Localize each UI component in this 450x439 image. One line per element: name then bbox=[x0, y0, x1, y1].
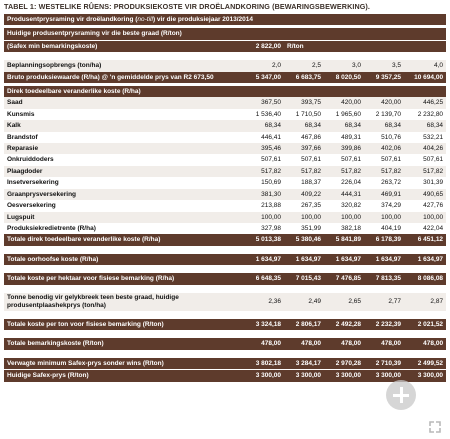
expected-row-value: 2 710,39 bbox=[364, 358, 404, 370]
total-ha-row-value: 7 476,85 bbox=[324, 273, 364, 284]
title-italic-text: no-till bbox=[137, 16, 153, 23]
direct-cost-row bbox=[4, 166, 446, 177]
direct-cost-value: 420,00 bbox=[364, 97, 404, 108]
direct-cost-value: 68,34 bbox=[364, 120, 404, 131]
direct-cost-label: Produksiekredietrente (R/ha) bbox=[4, 223, 244, 234]
total-direct-row-value: 5 013,38 bbox=[244, 234, 284, 245]
total-direct-row bbox=[4, 234, 446, 245]
tonnage-row-value: 2,49 bbox=[284, 293, 324, 311]
direct-cost-value: 327,98 bbox=[244, 223, 284, 234]
total-ton-row-value: 2 492,28 bbox=[324, 319, 364, 330]
total-ha-row bbox=[4, 273, 446, 284]
total-ha-row-label: Totale koste per hektaar voor fisiese bemarking (R/ha) bbox=[4, 273, 244, 284]
price-label-1: Huidige produsentprysraming vir die beste graad (R/ton) bbox=[4, 28, 446, 40]
direct-cost-value: 320,82 bbox=[324, 200, 364, 211]
spacer-cell bbox=[4, 285, 446, 293]
gross-row bbox=[4, 72, 446, 83]
overhead-row-label: Totale oorhoofse koste (R/ha) bbox=[4, 254, 244, 265]
direct-cost-value: 100,00 bbox=[364, 212, 404, 223]
direct-cost-value: 1 965,60 bbox=[324, 109, 364, 120]
spacer-cell bbox=[4, 246, 446, 254]
empty-cell bbox=[364, 40, 404, 52]
direct-cost-value: 402,06 bbox=[364, 143, 404, 154]
direct-cost-value: 399,86 bbox=[324, 143, 364, 154]
direct-cost-value: 68,34 bbox=[284, 120, 324, 131]
direct-cost-row bbox=[4, 200, 446, 211]
tonnage-row-value: 2,65 bbox=[324, 293, 364, 311]
direct-cost-label: Brandstof bbox=[4, 132, 244, 143]
direct-cost-value: 507,61 bbox=[244, 154, 284, 165]
marketing-row-value: 478,00 bbox=[364, 338, 404, 349]
total-ha-row-value: 7 813,35 bbox=[364, 273, 404, 284]
direct-cost-value: 100,00 bbox=[404, 212, 446, 223]
yield-row-value: 3,5 bbox=[364, 60, 404, 71]
expected-row-value: 2 499,52 bbox=[404, 358, 446, 370]
direct-cost-value: 382,18 bbox=[324, 223, 364, 234]
overhead-row bbox=[4, 254, 446, 265]
total-direct-row-value: 6 451,12 bbox=[404, 234, 446, 245]
direct-cost-value: 404,26 bbox=[404, 143, 446, 154]
row-spacer bbox=[4, 330, 446, 338]
total-ha-row-value: 8 086,08 bbox=[404, 273, 446, 284]
direct-cost-value: 381,30 bbox=[244, 189, 284, 200]
direct-cost-row bbox=[4, 97, 446, 108]
price-unit: R/ton bbox=[284, 40, 324, 52]
direct-cost-value: 507,61 bbox=[404, 154, 446, 165]
row-spacer bbox=[4, 265, 446, 273]
expected-row-label: Verwagte minimum Safex-prys sonder wins (R/ton) bbox=[4, 358, 244, 370]
price-label-2: (Safex min bemarkingskoste) bbox=[4, 40, 244, 52]
direct-cost-value: 469,91 bbox=[364, 189, 404, 200]
direct-cost-value: 188,37 bbox=[284, 177, 324, 188]
direct-cost-label: Lugspuit bbox=[4, 212, 244, 223]
marketing-row-value: 478,00 bbox=[244, 338, 284, 349]
direct-cost-value: 404,19 bbox=[364, 223, 404, 234]
total-ton-row-value: 2 806,17 bbox=[284, 319, 324, 330]
expected-row-value: 2 970,28 bbox=[324, 358, 364, 370]
safex-row-label: Huidige Safex-prys (R/ton) bbox=[4, 370, 244, 382]
direct-cost-value: 517,82 bbox=[404, 166, 446, 177]
price-row-2 bbox=[4, 40, 446, 52]
direct-cost-value: 1 710,50 bbox=[284, 109, 324, 120]
yield-row-value: 2,0 bbox=[244, 60, 284, 71]
marketing-row-value: 478,00 bbox=[404, 338, 446, 349]
direct-cost-value: 374,29 bbox=[364, 200, 404, 211]
row-spacer bbox=[4, 52, 446, 60]
gross-row-value: 6 683,75 bbox=[284, 72, 324, 83]
total-ton-row-label: Totale koste per ton voor fisiese bemarking (R/ton) bbox=[4, 319, 244, 330]
direct-header-row bbox=[4, 86, 446, 97]
spacer-cell bbox=[4, 350, 446, 358]
direct-cost-value: 100,00 bbox=[244, 212, 284, 223]
direct-cost-value: 150,69 bbox=[244, 177, 284, 188]
total-direct-row-value: 5 380,46 bbox=[284, 234, 324, 245]
direct-cost-label: Graanprysversekering bbox=[4, 189, 244, 200]
direct-cost-value: 420,00 bbox=[324, 97, 364, 108]
direct-cost-row bbox=[4, 177, 446, 188]
direct-cost-label: Reparasie bbox=[4, 143, 244, 154]
overhead-row-value: 1 634,97 bbox=[404, 254, 446, 265]
direct-cost-row bbox=[4, 143, 446, 154]
yield-row bbox=[4, 60, 446, 71]
direct-cost-value: 100,00 bbox=[284, 212, 324, 223]
direct-cost-value: 489,31 bbox=[324, 132, 364, 143]
direct-cost-value: 1 536,40 bbox=[244, 109, 284, 120]
yield-row-value: 2,5 bbox=[284, 60, 324, 71]
direct-cost-value: 507,61 bbox=[324, 154, 364, 165]
direct-cost-value: 422,04 bbox=[404, 223, 446, 234]
table-title-row bbox=[4, 14, 446, 25]
gross-row-label: Bruto produksiewaarde (R/ha) @ 'n gemiddelde prys van R2 673,50 bbox=[4, 72, 244, 83]
direct-cost-value: 226,04 bbox=[324, 177, 364, 188]
direct-cost-value: 2 232,80 bbox=[404, 109, 446, 120]
total-ton-row bbox=[4, 319, 446, 330]
direct-cost-value: 395,46 bbox=[244, 143, 284, 154]
marketing-row-label: Totale bemarkingskoste (R/ton) bbox=[4, 338, 244, 349]
direct-cost-row bbox=[4, 120, 446, 131]
row-spacer bbox=[4, 246, 446, 254]
safex-row-value: 3 300,00 bbox=[244, 370, 284, 382]
safex-row-value: 3 300,00 bbox=[324, 370, 364, 382]
direct-cost-value: 446,25 bbox=[404, 97, 446, 108]
direct-cost-label: Plaagdoder bbox=[4, 166, 244, 177]
direct-cost-value: 409,22 bbox=[284, 189, 324, 200]
total-direct-row-value: 5 841,89 bbox=[324, 234, 364, 245]
empty-cell bbox=[404, 40, 446, 52]
yield-row-label: Beplanningsopbrengs (ton/ha) bbox=[4, 60, 244, 71]
direct-cost-row bbox=[4, 189, 446, 200]
direct-cost-label: Onkruiddoders bbox=[4, 154, 244, 165]
safex-row-value: 3 300,00 bbox=[364, 370, 404, 382]
total-direct-row-value: 6 178,39 bbox=[364, 234, 404, 245]
safex-row bbox=[4, 370, 446, 382]
direct-cost-value: 213,88 bbox=[244, 200, 284, 211]
total-direct-row-label: Totale direk toedeelbare veranderlike koste (R/ha) bbox=[4, 234, 244, 245]
direct-cost-value: 517,82 bbox=[364, 166, 404, 177]
expand-icon[interactable] bbox=[428, 420, 442, 434]
direct-cost-label: Kunsmis bbox=[4, 109, 244, 120]
direct-cost-value: 532,21 bbox=[404, 132, 446, 143]
direct-cost-value: 490,65 bbox=[404, 189, 446, 200]
direct-cost-value: 68,34 bbox=[244, 120, 284, 131]
marketing-row-value: 478,00 bbox=[324, 338, 364, 349]
direct-cost-row bbox=[4, 109, 446, 120]
production-cost-table bbox=[4, 14, 446, 382]
direct-cost-label: Saad bbox=[4, 97, 244, 108]
row-spacer bbox=[4, 285, 446, 293]
gross-row-value: 10 694,00 bbox=[404, 72, 446, 83]
price-value: 2 822,00 bbox=[244, 40, 284, 52]
price-row-1 bbox=[4, 28, 446, 40]
direct-cost-value: 510,76 bbox=[364, 132, 404, 143]
direct-cost-label: Kalk bbox=[4, 120, 244, 131]
total-ton-row-value: 3 324,18 bbox=[244, 319, 284, 330]
empty-cell bbox=[324, 40, 364, 52]
direct-cost-value: 351,99 bbox=[284, 223, 324, 234]
direct-cost-label: Oesversekering bbox=[4, 200, 244, 211]
marketing-row-value: 478,00 bbox=[284, 338, 324, 349]
direct-cost-value: 517,82 bbox=[284, 166, 324, 177]
yield-row-value: 4,0 bbox=[404, 60, 446, 71]
direct-cost-value: 467,86 bbox=[284, 132, 324, 143]
total-ton-row-value: 2 021,52 bbox=[404, 319, 446, 330]
spacer-cell bbox=[4, 311, 446, 319]
direct-cost-value: 301,39 bbox=[404, 177, 446, 188]
overhead-row-value: 1 634,97 bbox=[244, 254, 284, 265]
spacer-cell bbox=[4, 52, 446, 60]
gross-row-value: 9 357,25 bbox=[364, 72, 404, 83]
direct-cost-value: 263,72 bbox=[364, 177, 404, 188]
title-text-end: ) vir die produksiejaar 2013/2014 bbox=[152, 16, 254, 23]
gross-row-value: 8 020,50 bbox=[324, 72, 364, 83]
direct-cost-value: 2 139,70 bbox=[364, 109, 404, 120]
direct-cost-value: 507,61 bbox=[364, 154, 404, 165]
spacer-cell bbox=[4, 330, 446, 338]
tonnage-row-value: 2,36 bbox=[244, 293, 284, 311]
direct-cost-value: 517,82 bbox=[324, 166, 364, 177]
direct-cost-value: 68,34 bbox=[324, 120, 364, 131]
direct-cost-value: 427,76 bbox=[404, 200, 446, 211]
row-spacer bbox=[4, 311, 446, 319]
expected-row-value: 3 284,17 bbox=[284, 358, 324, 370]
total-ha-row-value: 6 648,35 bbox=[244, 273, 284, 284]
direct-cost-value: 507,61 bbox=[284, 154, 324, 165]
marketing-row bbox=[4, 338, 446, 349]
safex-row-value: 3 300,00 bbox=[284, 370, 324, 382]
direct-cost-value: 517,82 bbox=[244, 166, 284, 177]
row-spacer bbox=[4, 350, 446, 358]
table-title bbox=[4, 14, 446, 25]
direct-header: Direk toedeelbare veranderlike koste (R/ha) bbox=[4, 86, 446, 97]
tonnage-row bbox=[4, 293, 446, 311]
expected-row bbox=[4, 358, 446, 370]
direct-cost-value: 367,50 bbox=[244, 97, 284, 108]
direct-cost-value: 446,41 bbox=[244, 132, 284, 143]
spacer-cell bbox=[4, 265, 446, 273]
direct-cost-row bbox=[4, 132, 446, 143]
total-ha-row-value: 7 015,43 bbox=[284, 273, 324, 284]
tonnage-row-label: Tonne benodig vir gelykbreek teen beste graad, huidige produsentplaashekprys (ton/ha) bbox=[4, 293, 244, 311]
title-text: Produsentprysraming vir droëlandkoring ( bbox=[7, 16, 138, 23]
direct-cost-value: 267,35 bbox=[284, 200, 324, 211]
direct-cost-value: 397,66 bbox=[284, 143, 324, 154]
yield-row-value: 3,0 bbox=[324, 60, 364, 71]
direct-cost-row bbox=[4, 223, 446, 234]
tonnage-row-value: 2,77 bbox=[364, 293, 404, 311]
total-ton-row-value: 2 232,39 bbox=[364, 319, 404, 330]
direct-cost-label: Insetversekering bbox=[4, 177, 244, 188]
zoom-in-icon[interactable] bbox=[386, 380, 416, 410]
direct-cost-value: 444,31 bbox=[324, 189, 364, 200]
tonnage-row-value: 2,87 bbox=[404, 293, 446, 311]
gross-row-value: 5 347,00 bbox=[244, 72, 284, 83]
safex-row-value: 3 300,00 bbox=[404, 370, 446, 382]
direct-cost-value: 393,75 bbox=[284, 97, 324, 108]
overhead-row-value: 1 634,97 bbox=[364, 254, 404, 265]
expected-row-value: 3 802,18 bbox=[244, 358, 284, 370]
overhead-row-value: 1 634,97 bbox=[284, 254, 324, 265]
direct-cost-value: 100,00 bbox=[324, 212, 364, 223]
overhead-row-value: 1 634,97 bbox=[324, 254, 364, 265]
direct-cost-row bbox=[4, 212, 446, 223]
direct-cost-row bbox=[4, 154, 446, 165]
table-caption: TABEL 1: WESTELIKE RÛENS: PRODUKSIEKOSTE VIR DROËLANDKORING (BEWARINGSBEWERKING). bbox=[4, 2, 371, 11]
direct-cost-value: 68,34 bbox=[404, 120, 446, 131]
